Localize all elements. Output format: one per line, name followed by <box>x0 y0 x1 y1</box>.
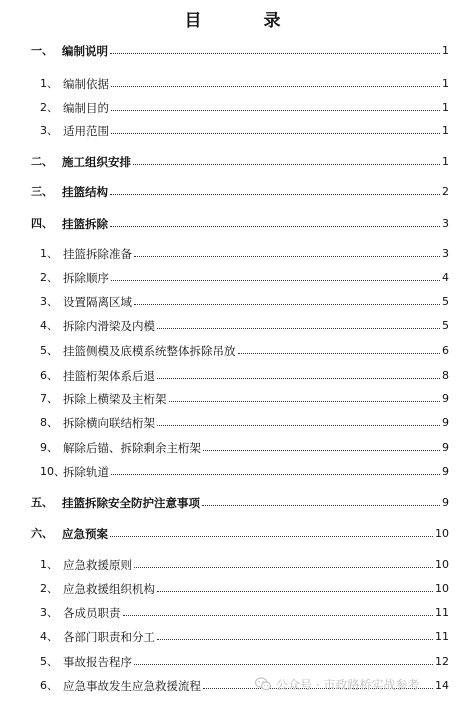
dot-leader <box>110 226 440 227</box>
toc-entry-number: 5、 <box>40 655 58 668</box>
dot-leader <box>111 86 440 87</box>
toc-entry-title: 编制目的 <box>63 101 109 115</box>
toc-entry-title: 挂篮桁架体系后退 <box>63 369 155 383</box>
toc-page-number: 10 <box>435 558 449 571</box>
toc-page-number: 10 <box>435 582 449 595</box>
toc-page-number: 6 <box>442 344 449 357</box>
toc-entry-number: 3、 <box>40 124 58 137</box>
toc-entry-number: 三、 <box>31 185 53 198</box>
page-title: 目 录 <box>184 11 309 31</box>
dot-leader <box>134 256 440 257</box>
toc-entry-number: 6、 <box>40 679 58 692</box>
toc-page-number: 9 <box>442 496 449 509</box>
toc-page-number: 3 <box>442 247 449 260</box>
toc-subsection-row[interactable] <box>0 121 465 141</box>
toc-page-number: 2 <box>442 185 449 198</box>
toc-entry-title: 挂篮结构 <box>62 185 108 199</box>
toc-entry-number: 1、 <box>40 77 58 90</box>
toc-page-number: 5 <box>442 295 449 308</box>
toc-entry-title: 施工组织安排 <box>62 155 131 169</box>
dot-leader <box>134 664 433 665</box>
toc-entry-number: 五、 <box>31 496 53 509</box>
dot-leader <box>111 280 440 281</box>
toc-entry-title: 设置隔离区域 <box>63 295 132 309</box>
dot-leader <box>110 536 433 537</box>
toc-page-number: 14 <box>435 679 449 692</box>
toc-page-number: 10 <box>435 527 449 540</box>
toc-entry-number: 3、 <box>40 295 58 308</box>
toc-subsection-row[interactable] <box>0 438 465 458</box>
toc-section-row[interactable] <box>0 214 465 234</box>
toc-entry-number: 四、 <box>31 217 53 230</box>
toc-entry-number: 六、 <box>31 527 53 540</box>
dot-leader <box>157 425 440 426</box>
toc-section-row[interactable] <box>0 524 465 544</box>
toc-entry-title: 解除后锚、拆除剩余主桁架 <box>63 441 201 455</box>
toc-entry-number: 3、 <box>40 606 58 619</box>
toc-entry-title: 拆除轨道 <box>63 465 109 479</box>
toc-entry-title: 编制说明 <box>62 44 108 58</box>
toc-entry-title: 事故报告程序 <box>63 655 132 669</box>
toc-subsection-row[interactable] <box>0 268 465 288</box>
dot-leader <box>134 304 440 305</box>
toc-subsection-row[interactable] <box>0 627 465 647</box>
toc-entry-number: 9、 <box>40 441 58 454</box>
toc-entry-number: 2、 <box>40 101 58 114</box>
toc-section-row[interactable] <box>0 152 465 172</box>
toc-entry-number: 6、 <box>40 369 58 382</box>
wechat-icon <box>254 675 272 693</box>
dot-leader <box>157 591 433 592</box>
toc-entry-title: 各成员职责 <box>63 606 121 620</box>
toc-entry-title: 应急救援原则 <box>63 558 132 572</box>
toc-entry-title: 编制依据 <box>63 77 109 91</box>
toc-entry-number: 1、 <box>40 558 58 571</box>
dot-leader <box>110 194 440 195</box>
toc-entry-title: 拆除内滑梁及内模 <box>63 319 155 333</box>
toc-page-number: 8 <box>442 369 449 382</box>
toc-page-number: 4 <box>442 271 449 284</box>
dot-leader <box>238 353 440 354</box>
toc-entry-title: 应急预案 <box>62 527 108 541</box>
dot-leader <box>133 164 440 165</box>
toc-entry-title: 应急事故发生应急救援流程 <box>63 679 201 693</box>
toc-entry-number: 8、 <box>40 416 58 429</box>
dot-leader <box>157 378 440 379</box>
toc-page-number: 1 <box>442 101 449 114</box>
toc-entry-title: 适用范围 <box>63 124 109 138</box>
toc-subsection-row[interactable] <box>0 98 465 118</box>
toc-page-number: 5 <box>442 319 449 332</box>
toc-subsection-row[interactable] <box>0 366 465 386</box>
toc-subsection-row[interactable] <box>0 603 465 623</box>
toc-entry-number: 二、 <box>31 155 53 168</box>
dot-leader <box>203 450 440 451</box>
dot-leader <box>157 328 440 329</box>
toc-subsection-row[interactable] <box>0 652 465 672</box>
toc-entry-title: 挂篮拆除准备 <box>63 247 132 261</box>
toc-subsection-row[interactable] <box>0 389 465 409</box>
dot-leader <box>157 639 433 640</box>
toc-subsection-row[interactable] <box>0 74 465 94</box>
dot-leader <box>111 474 440 475</box>
toc-subsection-row[interactable] <box>0 579 465 599</box>
toc-subsection-row[interactable] <box>0 244 465 264</box>
toc-page-number: 9 <box>442 441 449 454</box>
dot-leader <box>111 133 440 134</box>
toc-entry-title: 各部门职责和分工 <box>63 630 155 644</box>
toc-entry-title: 应急救援组织机构 <box>63 582 155 596</box>
toc-entry-number: 7、 <box>40 392 58 405</box>
toc-page-number: 9 <box>442 392 449 405</box>
toc-subsection-row[interactable] <box>0 341 465 361</box>
toc-entry-title: 挂篮拆除安全防护注意事项 <box>62 496 200 510</box>
toc-entry-number: 5、 <box>40 344 58 357</box>
toc-page-number: 9 <box>442 416 449 429</box>
toc-subsection-row[interactable] <box>0 555 465 575</box>
toc-entry-number: 一、 <box>31 44 53 57</box>
toc-page-number: 11 <box>435 606 449 619</box>
toc-entry-number: 2、 <box>40 582 58 595</box>
watermark <box>254 672 419 696</box>
toc-subsection-row[interactable] <box>0 292 465 312</box>
toc-entry-title: 挂篮侧模及底模系统整体拆除吊放 <box>63 344 236 358</box>
toc-section-row[interactable] <box>0 41 465 61</box>
toc-entry-number: 2、 <box>40 271 58 284</box>
toc-page-number: 11 <box>435 630 449 643</box>
toc-entry-title: 挂篮拆除 <box>62 217 108 231</box>
toc-entry-title: 拆除上横梁及主桁架 <box>63 392 167 406</box>
toc-subsection-row[interactable] <box>0 316 465 336</box>
toc-page-number: 1 <box>442 77 449 90</box>
dot-leader <box>134 567 433 568</box>
toc-subsection-row[interactable] <box>0 462 465 482</box>
toc-page-number: 1 <box>442 124 449 137</box>
toc-page-number: 12 <box>435 655 449 668</box>
toc-page-number: 1 <box>442 155 449 168</box>
toc-entry-number: 4、 <box>40 630 58 643</box>
dot-leader <box>123 615 433 616</box>
toc-page-number: 3 <box>442 217 449 230</box>
toc-entry-number: 4、 <box>40 319 58 332</box>
toc-entry-title: 拆除横向联结桁架 <box>63 416 155 430</box>
watermark-text: 公众号 · 市政路桥实战参考 <box>276 677 420 692</box>
toc-entry-title: 拆除顺序 <box>63 271 109 285</box>
toc-page-number: 1 <box>442 44 449 57</box>
toc-entry-number: 10、 <box>40 465 65 478</box>
toc-section-row[interactable] <box>0 493 465 513</box>
toc-page-number: 9 <box>442 465 449 478</box>
toc-subsection-row[interactable] <box>0 413 465 433</box>
dot-leader <box>111 110 440 111</box>
toc-entry-number: 1、 <box>40 247 58 260</box>
dot-leader <box>110 53 440 54</box>
toc-section-row[interactable] <box>0 182 465 202</box>
dot-leader <box>169 401 440 402</box>
dot-leader <box>202 505 440 506</box>
